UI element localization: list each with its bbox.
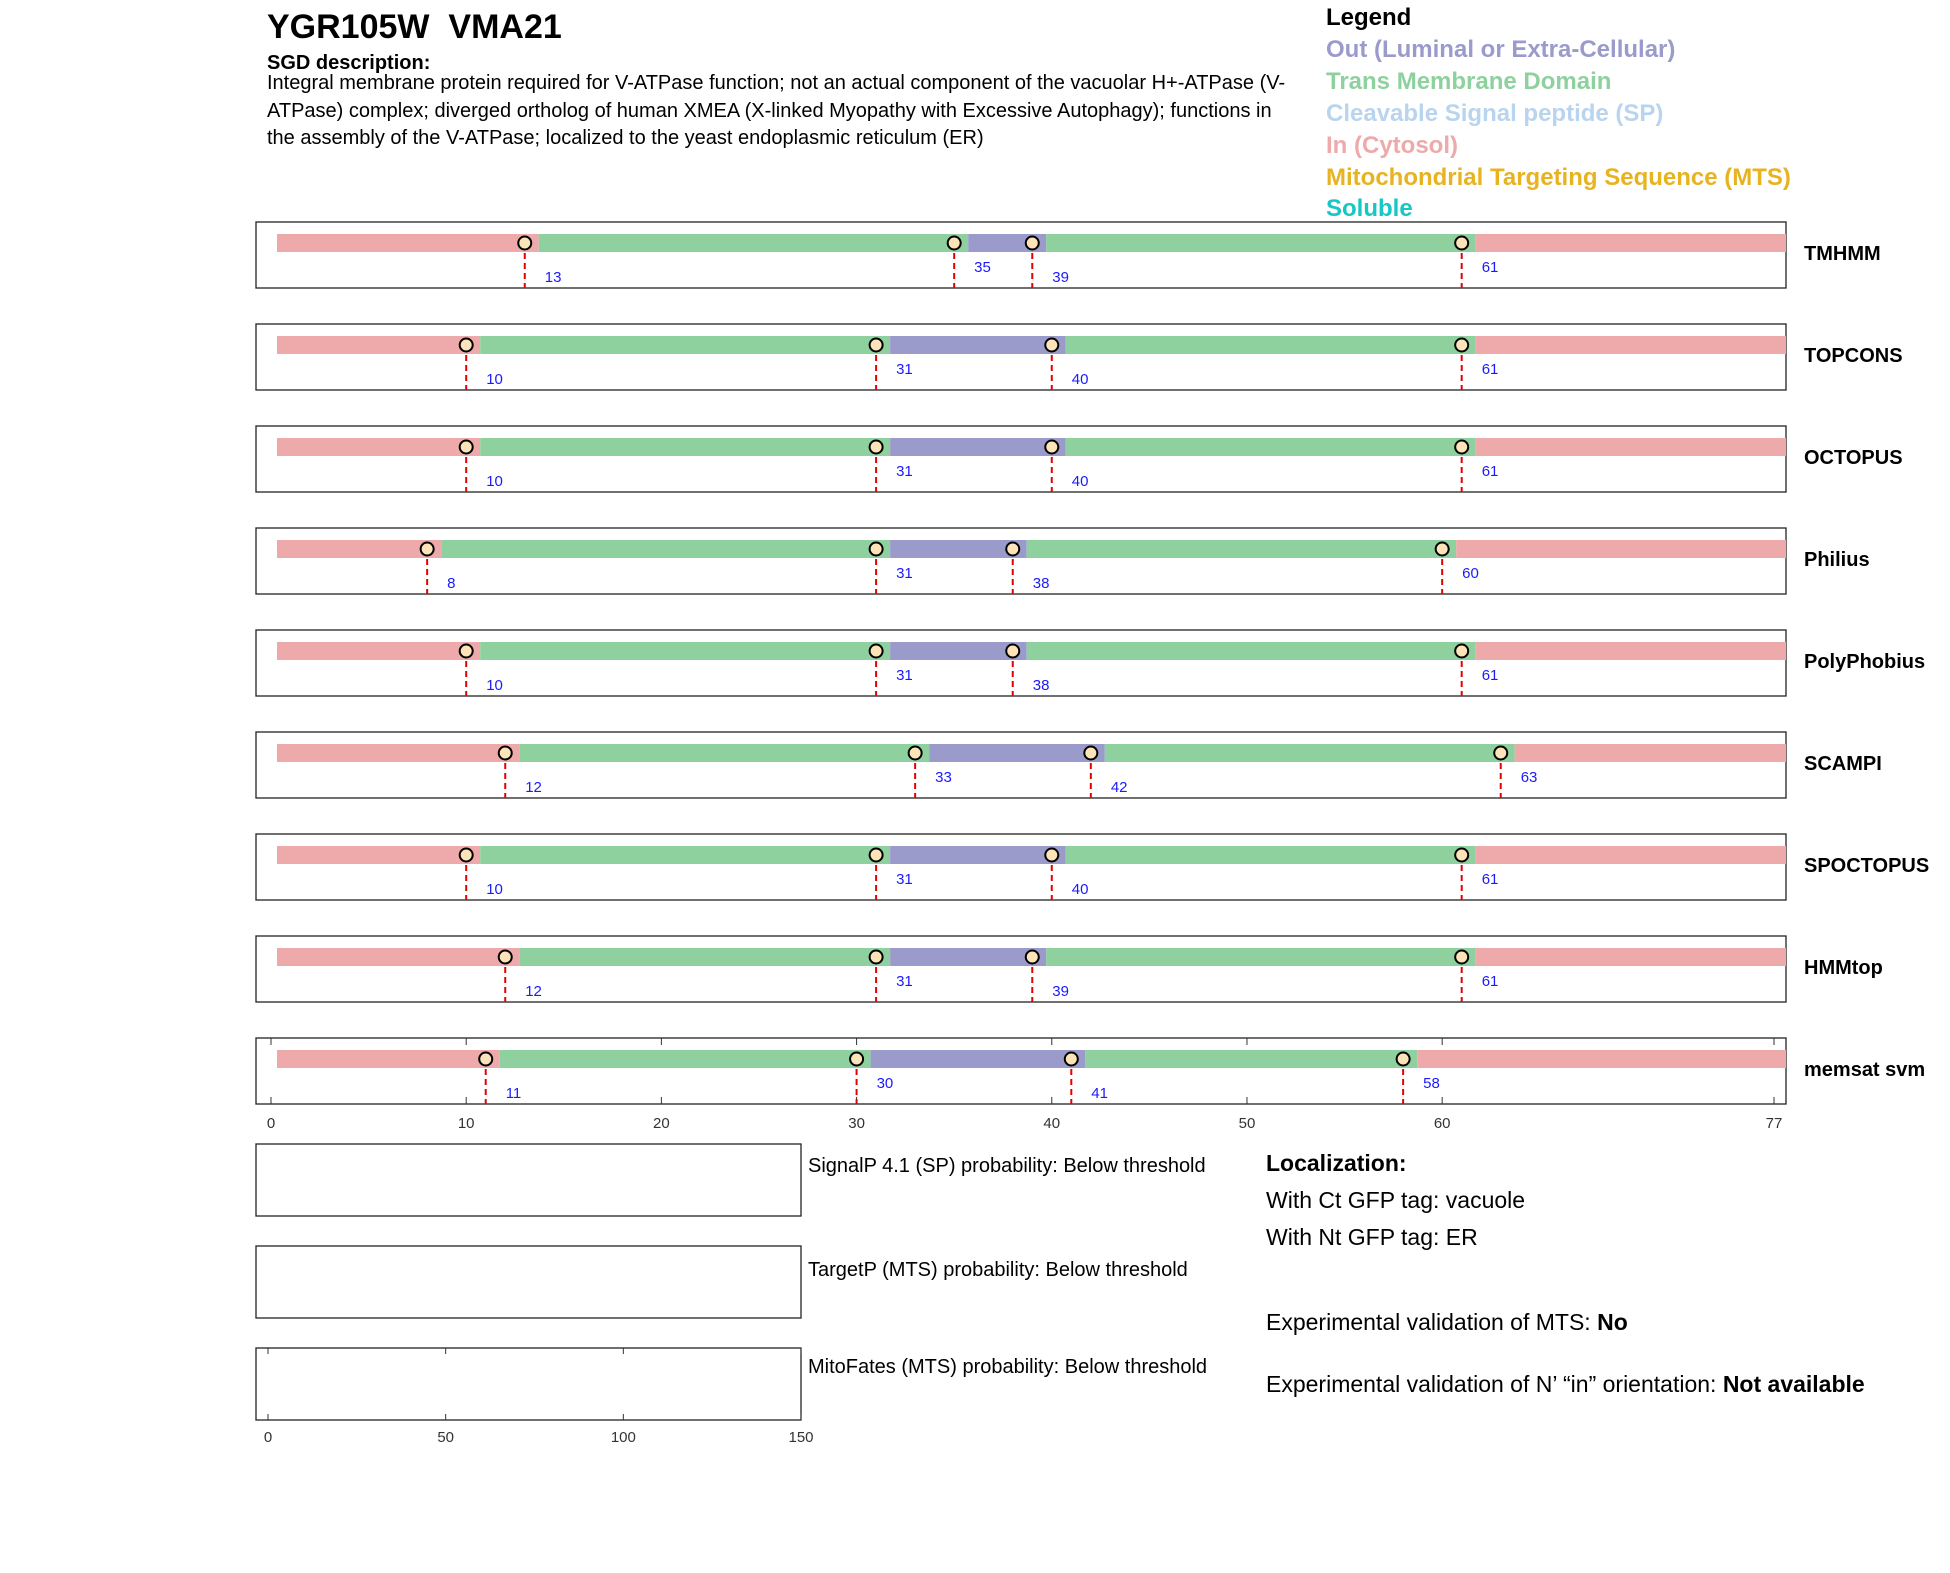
boundary-position-label: 10 (486, 881, 503, 898)
predictor-label: memsat svm (1804, 1059, 1926, 1081)
boundary-marker (499, 747, 512, 760)
boundary-position-label: 31 (896, 565, 913, 582)
boundary-marker (870, 645, 883, 658)
boundary-position-label: 30 (876, 1075, 894, 1092)
boundary-position-label: 41 (1091, 1085, 1108, 1102)
topology-segment-tm (441, 540, 890, 558)
x-tick-label: 60 (1433, 1115, 1451, 1132)
boundary-position-label: 61 (1481, 361, 1499, 378)
prob-x-tick-label: 50 (437, 1429, 455, 1446)
predictor-label: PolyPhobius (1804, 651, 1926, 673)
gene-id: YGR105W (267, 8, 430, 46)
predictor-label: TOPCONS (1804, 345, 1903, 367)
boundary-position-label: 61 (1481, 973, 1499, 990)
boundary-marker (1455, 237, 1468, 250)
boundary-marker (870, 543, 883, 556)
topology-segment-in (1476, 234, 1786, 252)
boundary-position-label: 61 (1481, 463, 1499, 480)
boundary-position-label: 38 (1032, 575, 1050, 592)
predictor-frame (256, 936, 1786, 1002)
boundary-position-label: 42 (1110, 779, 1128, 796)
boundary-position-label: 61 (1481, 259, 1499, 276)
boundary-marker (1065, 1053, 1078, 1066)
boundary-position-label: 31 (896, 667, 913, 684)
topology-segment-out (890, 336, 1066, 354)
predictor-label: SPOCTOPUS (1804, 855, 1930, 877)
legend-title: Legend (1326, 4, 1412, 31)
boundary-position-label: 10 (486, 473, 503, 490)
boundary-position-label: 10 (486, 677, 503, 694)
probability-box (256, 1144, 801, 1216)
boundary-position-label: 31 (896, 463, 913, 480)
legend-item-tm: Trans Membrane Domain (1326, 68, 1612, 95)
boundary-marker (1045, 339, 1058, 352)
legend-item-out: Out (Luminal or Extra-Cellular) (1326, 36, 1676, 63)
topology-segment-out (890, 846, 1066, 864)
predictor-label: Philius (1804, 549, 1870, 571)
topology-segment-tm (1046, 234, 1475, 252)
boundary-marker (1436, 543, 1449, 556)
boundary-marker (948, 237, 961, 250)
topology-segment-tm (1105, 744, 1515, 762)
topology-segment-out (890, 438, 1066, 456)
gene-name: VMA21 (448, 8, 562, 46)
boundary-marker (1026, 237, 1039, 250)
boundary-marker (460, 441, 473, 454)
predictor-frame (256, 528, 1786, 594)
boundary-marker (1455, 441, 1468, 454)
x-tick-label: 50 (1238, 1115, 1256, 1132)
topology-segment-tm (1066, 336, 1476, 354)
targetp-probability: TargetP (MTS) probability: Below threshold (808, 1259, 1188, 1281)
topology-segment-tm (1027, 642, 1476, 660)
x-tick-label: 20 (653, 1115, 670, 1132)
predictor-frame (256, 732, 1786, 798)
x-tick-label: 10 (457, 1115, 475, 1132)
boundary-position-label: 31 (896, 973, 913, 990)
topology-segment-in (1476, 438, 1786, 456)
boundary-position-label: 60 (1462, 565, 1479, 582)
topology-segment-in (277, 1050, 500, 1068)
topology-segment-out (929, 744, 1105, 762)
prob-x-tick-label: 0 (263, 1429, 273, 1446)
predictor-label: HMMtop (1804, 957, 1883, 979)
boundary-position-label: 39 (1052, 269, 1069, 286)
localization-nt: With Nt GFP tag: ER (1266, 1224, 1478, 1250)
prob-x-tick-label: 100 (610, 1429, 636, 1446)
sgd-heading: SGD description: (267, 52, 431, 74)
boundary-position-label: 8 (447, 575, 456, 592)
boundary-position-label: 31 (896, 361, 913, 378)
topology-segment-tm (1066, 846, 1476, 864)
topology-segment-tm (480, 336, 890, 354)
orientation-validation-value: Not available (1722, 1371, 1865, 1397)
predictor-label: SCAMPI (1804, 753, 1882, 775)
boundary-position-label: 12 (525, 779, 542, 796)
boundary-marker (1455, 951, 1468, 964)
topology-segment-in (277, 642, 480, 660)
topology-segment-tm (1085, 1050, 1417, 1068)
boundary-position-label: 13 (544, 269, 562, 286)
legend-item-soluble: Soluble (1326, 195, 1413, 222)
boundary-position-label: 61 (1481, 667, 1499, 684)
boundary-position-label: 35 (974, 259, 991, 276)
topology-segment-in (1456, 540, 1786, 558)
boundary-position-label: 11 (505, 1085, 522, 1102)
x-tick-label: 77 (1765, 1115, 1783, 1132)
topology-segment-tm (480, 846, 890, 864)
legend-item-in: In (Cytosol) (1326, 132, 1458, 159)
topology-segment-tm (480, 642, 890, 660)
probability-box (256, 1246, 801, 1318)
topology-segment-tm (1027, 540, 1456, 558)
localization-heading: Localization: (1266, 1150, 1407, 1176)
topology-segment-in (277, 540, 441, 558)
boundary-marker (460, 645, 473, 658)
topology-segment-in (277, 438, 480, 456)
boundary-position-label: 63 (1520, 769, 1538, 786)
boundary-marker (518, 237, 531, 250)
topology-segment-in (1417, 1050, 1786, 1068)
boundary-marker (1026, 951, 1039, 964)
boundary-position-label: 58 (1423, 1075, 1440, 1092)
boundary-marker (909, 747, 922, 760)
boundary-marker (1006, 645, 1019, 658)
boundary-marker (870, 849, 883, 862)
boundary-marker (870, 339, 883, 352)
orientation-validation-label: Experimental validation of N’ “in” orientation: (1266, 1371, 1723, 1397)
boundary-marker (421, 543, 434, 556)
orientation-validation (1266, 1368, 1866, 1401)
prob-x-tick-label: 150 (788, 1429, 814, 1446)
boundary-marker (850, 1053, 863, 1066)
boundary-position-label: 39 (1052, 983, 1069, 1000)
boundary-marker (1045, 849, 1058, 862)
boundary-position-label: 31 (896, 871, 913, 888)
boundary-marker (460, 849, 473, 862)
mitofates-probability: MitoFates (MTS) probability: Below threshold (808, 1356, 1208, 1378)
sgd-description: Integral membrane protein required for V-ATPase function; not an actual component of the vacuolar H+-ATPase (V-ATPase) complex; diverged ortholog of human XMEA (X-linked Myopathy with Excessive Autophagy); functions in the assembly of the V-ATPase; localized to the yeast endoplasmic reticulum (ER) (267, 72, 1286, 149)
topology-segment-tm (519, 948, 890, 966)
topology-segment-in (1476, 948, 1786, 966)
x-tick-label: 40 (1043, 1115, 1061, 1132)
topology-segment-tm (500, 1050, 871, 1068)
topology-segment-in (1476, 642, 1786, 660)
topology-segment-in (1476, 846, 1786, 864)
boundary-marker (1455, 645, 1468, 658)
topology-segment-tm (519, 744, 929, 762)
boundary-marker (1455, 339, 1468, 352)
boundary-position-label: 61 (1481, 871, 1499, 888)
boundary-marker (1494, 747, 1507, 760)
topology-segment-in (277, 744, 519, 762)
boundary-position-label: 12 (525, 983, 542, 1000)
boundary-position-label: 40 (1071, 371, 1089, 388)
topology-segment-out (871, 1050, 1086, 1068)
mts-validation (1266, 1309, 1628, 1336)
topology-segment-tm (539, 234, 968, 252)
x-tick-label: 30 (848, 1115, 865, 1132)
probability-box (256, 1348, 801, 1420)
mts-validation-value: No (1597, 1309, 1628, 1335)
boundary-position-label: 33 (935, 769, 952, 786)
boundary-marker (1397, 1053, 1410, 1066)
localization-ct: With Ct GFP tag: vacuole (1266, 1187, 1526, 1213)
topology-segment-in (277, 234, 539, 252)
boundary-marker (870, 441, 883, 454)
topology-segment-in (1476, 336, 1786, 354)
boundary-marker (870, 951, 883, 964)
boundary-marker (1045, 441, 1058, 454)
topology-segment-tm (480, 438, 890, 456)
x-tick-label: 0 (266, 1115, 276, 1132)
topology-segment-in (277, 846, 480, 864)
boundary-position-label: 10 (486, 371, 503, 388)
boundary-marker (1006, 543, 1019, 556)
boundary-position-label: 38 (1032, 677, 1050, 694)
boundary-marker (1455, 849, 1468, 862)
boundary-marker (460, 339, 473, 352)
topology-segment-tm (1066, 438, 1476, 456)
topology-segment-tm (1046, 948, 1475, 966)
boundary-marker (499, 951, 512, 964)
predictor-frame (256, 222, 1786, 288)
topology-segment-in (277, 336, 480, 354)
boundary-position-label: 40 (1071, 881, 1089, 898)
boundary-position-label: 40 (1071, 473, 1089, 490)
topology-segment-in (277, 948, 519, 966)
mts-validation-label: Experimental validation of MTS: (1266, 1309, 1598, 1335)
boundary-marker (479, 1053, 492, 1066)
predictor-label: OCTOPUS (1804, 447, 1903, 469)
topology-segment-out (890, 948, 1046, 966)
legend-item-sp: Cleavable Signal peptide (SP) (1326, 100, 1664, 127)
predictor-label: TMHMM (1804, 243, 1881, 265)
topology-segment-in (1515, 744, 1786, 762)
boundary-marker (1084, 747, 1097, 760)
legend-item-mts: Mitochondrial Targeting Sequence (MTS) (1326, 164, 1791, 191)
signalp-probability: SignalP 4.1 (SP) probability: Below threshold (808, 1155, 1206, 1177)
